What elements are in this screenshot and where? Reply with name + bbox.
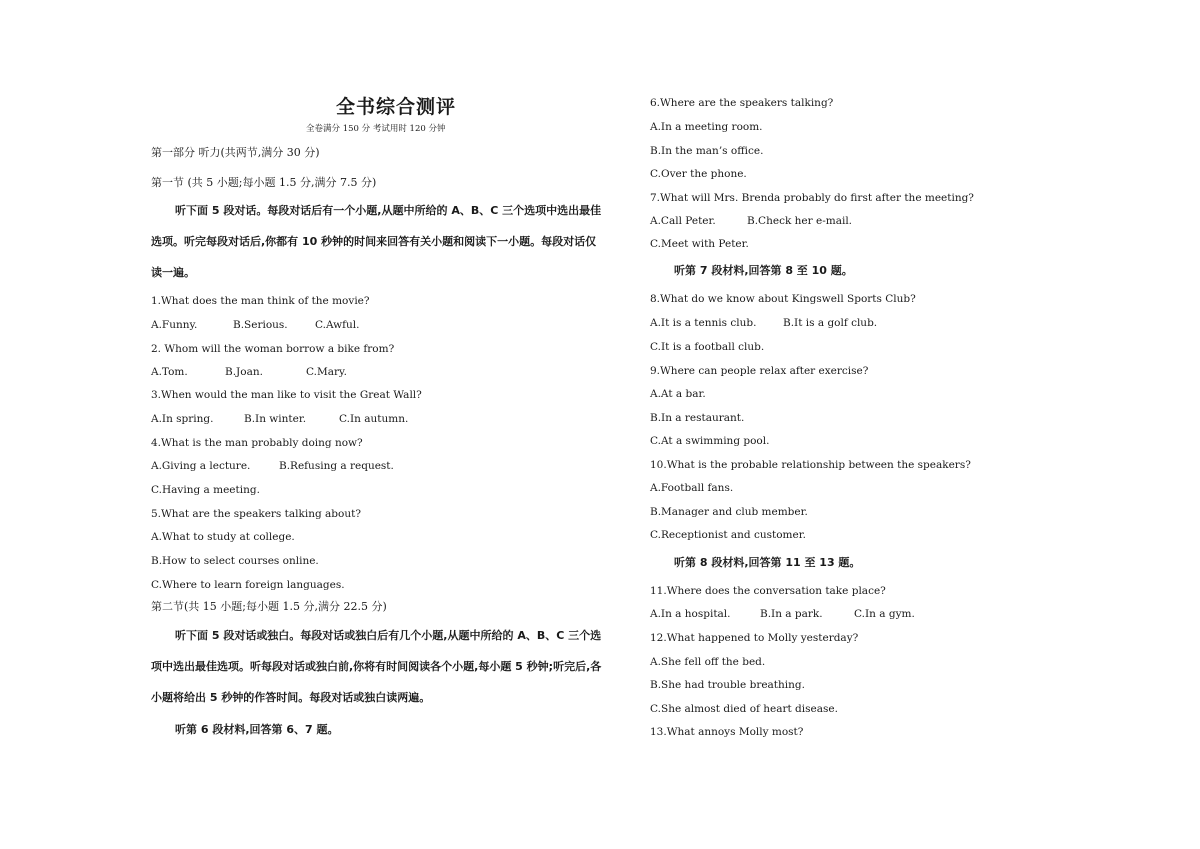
page-title: 全书综合测评	[336, 96, 457, 118]
question-options	[151, 459, 394, 473]
question-stem: 9.Where can people relax after exercise?	[650, 365, 869, 377]
question-stem: 11.Where does the conversation take place?	[650, 585, 886, 597]
question-stem: 5.What are the speakers talking about?	[151, 508, 361, 520]
option-a: A.Giving a lecture.	[151, 460, 251, 472]
section1-instruction-1: 听下面 5 段对话。每段对话后有一个小题,从题中所给的 A、B、C 三个选项中选出最佳	[175, 204, 602, 217]
question-options	[650, 214, 852, 228]
option-a: A.In a hospital.	[650, 608, 731, 620]
option-b: B.Refusing a request.	[279, 460, 394, 472]
section2-instruction-1: 听下面 5 段对话或独白。每段对话或独白后有几个小题,从题中所给的 A、B、C 三个选	[175, 629, 602, 642]
question-options	[650, 316, 877, 330]
option-a: A.At a bar.	[650, 388, 706, 400]
section1-instruction-3: 读一遍。	[151, 266, 195, 279]
option-a: A.What to study at college.	[151, 531, 295, 543]
option-b: B.In a park.	[760, 608, 823, 620]
option-b: B.In a restaurant.	[650, 412, 745, 424]
question-options	[151, 318, 359, 332]
material-6-instruction: 听第 6 段材料,回答第 6、7 题。	[175, 723, 339, 736]
question-stem: 2. Whom will the woman borrow a bike from?	[151, 343, 395, 355]
option-c: C.In a gym.	[854, 608, 915, 620]
section2-heading: 第二节(共 15 小题;每小题 1.5 分,满分 22.5 分)	[151, 600, 387, 613]
option-b: B.It is a golf club.	[783, 317, 878, 329]
option-c: C.In autumn.	[339, 413, 409, 425]
option-c: C.Awful.	[315, 319, 360, 331]
option-a: A.It is a tennis club.	[650, 317, 757, 329]
option-c: C.Where to learn foreign languages.	[151, 579, 345, 591]
section2-instruction-2: 项中选出最佳选项。听每段对话或独白前,你将有时间阅读各个小题,每小题 5 秒钟;听完后,各	[151, 660, 602, 673]
option-b: B.In winter.	[244, 413, 307, 425]
question-stem: 6.Where are the speakers talking?	[650, 97, 834, 109]
page-subtitle: 全卷满分 150 分 考试用时 120 分钟	[306, 124, 446, 134]
question-stem: 8.What do we know about Kingswell Sports Club?	[650, 293, 916, 305]
option-b: B.Check her e-mail.	[747, 215, 853, 227]
option-c: C.Over the phone.	[650, 168, 747, 180]
option-c: C.Mary.	[306, 366, 347, 378]
option-a: A.In spring.	[151, 413, 214, 425]
question-stem: 4.What is the man probably doing now?	[151, 437, 363, 449]
option-b: B.Joan.	[225, 366, 263, 378]
question-stem: 7.What will Mrs. Brenda probably do first after the meeting?	[650, 192, 974, 204]
question-options	[151, 412, 408, 426]
section1-heading: 第一节 (共 5 小题;每小题 1.5 分,满分 7.5 分)	[151, 176, 377, 189]
option-a: A.Football fans.	[650, 482, 734, 494]
question-stem: 13.What annoys Molly most?	[650, 726, 804, 738]
option-a: A.Funny.	[151, 319, 198, 331]
section1-instruction-2: 选项。听完每段对话后,你都有 10 秒钟的时间来回答有关小题和阅读下一小题。每段对话仅	[151, 235, 597, 248]
option-c: C.Receptionist and customer.	[650, 529, 806, 541]
option-a: A.Call Peter.	[650, 215, 716, 227]
option-b: B.She had trouble breathing.	[650, 679, 805, 691]
option-c: C.It is a football club.	[650, 341, 765, 353]
section2-instruction-3: 小题将给出 5 秒钟的作答时间。每段对话或独白读两遍。	[151, 691, 431, 704]
option-c: C.She almost died of heart disease.	[650, 703, 838, 715]
question-stem: 3.When would the man like to visit the Great Wall?	[151, 389, 422, 401]
part1-heading: 第一部分 听力(共两节,满分 30 分)	[151, 146, 320, 159]
option-c: C.At a swimming pool.	[650, 435, 770, 447]
option-b: B.In the man’s office.	[650, 145, 764, 157]
option-b: B.Serious.	[233, 319, 288, 331]
option-a: A.She fell off the bed.	[650, 656, 766, 668]
question-stem: 10.What is the probable relationship between the speakers?	[650, 459, 971, 471]
option-a: A.In a meeting room.	[650, 121, 763, 133]
option-b: B.How to select courses online.	[151, 555, 319, 567]
option-c: C.Having a meeting.	[151, 484, 260, 496]
option-a: A.Tom.	[151, 366, 188, 378]
question-stem: 1.What does the man think of the movie?	[151, 295, 370, 307]
question-stem: 12.What happened to Molly yesterday?	[650, 632, 859, 644]
material-7-instruction: 听第 7 段材料,回答第 8 至 10 题。	[674, 264, 853, 277]
question-options	[650, 607, 915, 621]
option-b: B.Manager and club member.	[650, 506, 808, 518]
question-options	[151, 365, 347, 379]
material-8-instruction: 听第 8 段材料,回答第 11 至 13 题。	[674, 556, 861, 569]
option-c: C.Meet with Peter.	[650, 238, 749, 250]
